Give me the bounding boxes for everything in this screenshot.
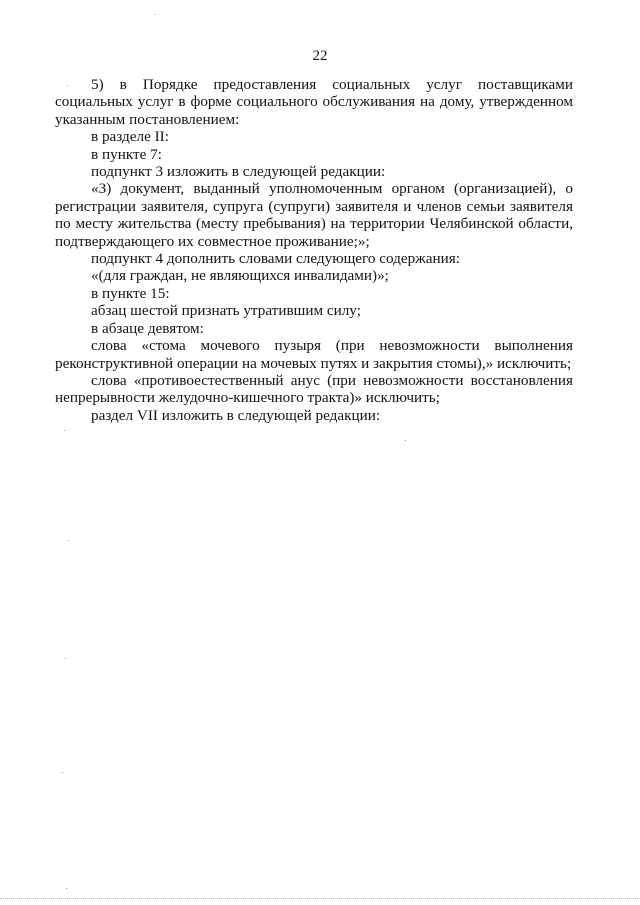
paragraph-subpoint-3: подпункт 3 изложить в следующей редакции: bbox=[91, 163, 386, 181]
paragraph-abzac-6: абзац шестой признать утратившим силу; bbox=[91, 302, 361, 320]
paragraph-point-15: в пункте 15: bbox=[91, 284, 170, 302]
paragraph-anus-words: слова «противоестественный анус (при невозможности восстановления непрерывности желудочно-кишечного тракта)» исключить; bbox=[55, 371, 573, 407]
paragraph-stoma-words: слова «стома мочевого пузыря (при невозможности выполнения реконструктивной операции на мочевых путях и закрытия стомы),» исключить; bbox=[55, 337, 573, 372]
scan-speck bbox=[62, 772, 63, 773]
scan-speck bbox=[65, 658, 66, 659]
scan-bottom-edge bbox=[0, 898, 640, 900]
paragraph-section-ii: в разделе II: bbox=[91, 128, 169, 146]
scan-speck bbox=[68, 540, 69, 541]
scan-speck bbox=[67, 85, 68, 86]
paragraph-section-vii: раздел VII изложить в следующей редакции: bbox=[91, 406, 381, 424]
paragraph-abzac-9: в абзаце девятом: bbox=[91, 319, 204, 337]
document-body bbox=[55, 76, 573, 424]
scan-speck bbox=[64, 430, 65, 431]
paragraph-point-7: в пункте 7: bbox=[91, 145, 162, 163]
scan-speck bbox=[155, 14, 156, 15]
paragraph-subpoint-4: подпункт 4 дополнить словами следующего содержания: bbox=[91, 250, 460, 268]
scan-speck bbox=[405, 440, 406, 441]
paragraph-item-5: 5) в Порядке предоставления социальных услуг поставщиками социальных услуг в форме социального обслуживания на дому, утвержденном указанным постановлением: bbox=[55, 76, 573, 128]
paragraph-subpoint-4-text: «(для граждан, не являющихся инвалидами)»; bbox=[91, 267, 389, 285]
page-number: 22 bbox=[312, 48, 328, 64]
paragraph-subpoint-3-text: «3) документ, выданный уполномоченным органом (организацией), о регистрации заявителя, супруга (супруги) заявителя и членов семьи заявителя по месту жительства (месту пребывания) на территории Челябинской области, подтверждающего их совместное проживание;»; bbox=[55, 180, 573, 250]
scan-speck bbox=[66, 888, 67, 889]
